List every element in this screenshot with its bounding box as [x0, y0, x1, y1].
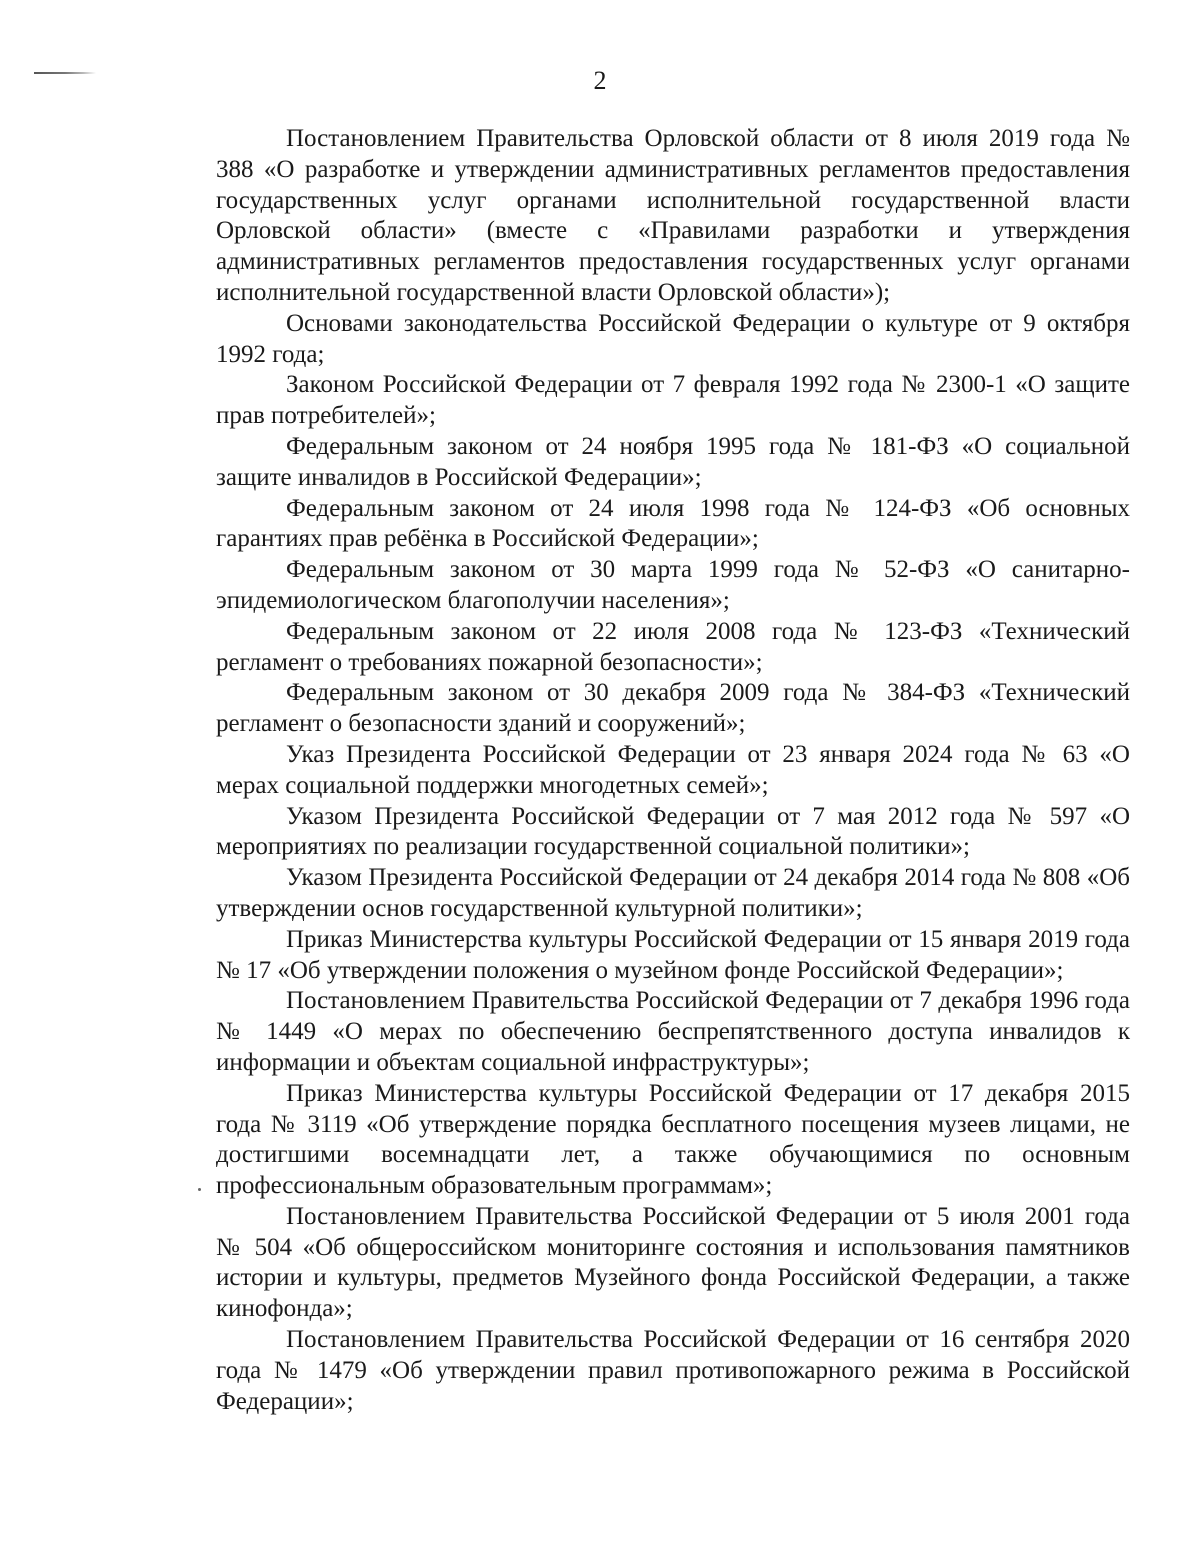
paragraph: Указ Президента Российской Федерации от 23 января 2024 года № 63 «О мерах социальной поддержки многодетных семей»; — [216, 740, 1130, 799]
scan-artifact-dot — [198, 1188, 201, 1191]
paragraph: Федеральным законом от 24 ноября 1995 года № 181-ФЗ «О социальной защите инвалидов в Российской Федерации»; — [216, 432, 1130, 491]
page-number: 2 — [593, 66, 607, 95]
paragraph: Постановлением Правительства Орловской области от 8 июля 2019 года № 388 «О разработке и утверждении административных регламентов предоставления государственных услуг органами исполнительной государственной власти Орловской области» (вместе с «Правилами разработки и утверждения административных регламентов предоставления государственных услуг органами исполнительной государственной власти Орловской области»); — [216, 125, 1130, 306]
paragraph: Приказ Министерства культуры Российской Федерации от 17 декабря 2015 года № 3119 «Об утверждение порядка бесплатного посещения музеев лицами, не достигшими восемнадцати лет, а также обучающимися по основным профессиональным образовательным программам»; — [216, 1079, 1130, 1200]
paragraph: Основами законодательства Российской Федерации о культуре от 9 октября 1992 года; — [216, 309, 1130, 368]
paragraph: Приказ Министерства культуры Российской Федерации от 15 января 2019 года № 17 «Об утверждении положения о музейном фонде Российской Федерации»; — [216, 925, 1130, 984]
paragraph: Постановлением Правительства Российской Федерации от 7 декабря 1996 года № 1449 «О мерах по обеспечению беспрепятственного доступа инвалидов к информации и объектам социальной инфраструктуры»; — [216, 987, 1130, 1076]
paragraph: Федеральным законом от 22 июля 2008 года № 123-ФЗ «Технический регламент о требованиях пожарной безопасности»; — [216, 617, 1130, 676]
paragraph: Указом Президента Российской Федерации от 24 декабря 2014 года № 808 «Об утверждении основ государственной культурной политики»; — [216, 864, 1130, 922]
paragraph: Федеральным законом от 24 июля 1998 года № 124-ФЗ «Об основных гарантиях прав ребёнка в Российской Федерации»; — [216, 494, 1130, 553]
paragraph: Постановлением Правительства Российской Федерации от 16 сентября 2020 года № 1479 «Об утверждении правил противопожарного режима в Российской Федерации»; — [216, 1326, 1130, 1415]
paragraph: Постановлением Правительства Российской Федерации от 5 июля 2001 года № 504 «Об общероссийском мониторинге состояния и использования памятников истории и культуры, предметов Музейного фонда Российской Федерации, а также кинофонда»; — [216, 1202, 1130, 1323]
paragraph: Законом Российской Федерации от 7 февраля 1992 года № 2300-1 «О защите прав потребителей»; — [216, 371, 1130, 430]
paragraph: Федеральным законом от 30 декабря 2009 года № 384-ФЗ «Технический регламент о безопасности зданий и сооружений»; — [216, 679, 1130, 738]
paragraph: Федеральным законом от 30 марта 1999 года № 52-ФЗ «О санитарно-эпидемиологическом благополучии населения»; — [216, 556, 1130, 614]
paragraph: Указом Президента Российской Федерации от 7 мая 2012 года № 597 «О мероприятиях по реализации государственной социальной политики»; — [216, 802, 1130, 861]
legal-basis-list — [216, 124, 1130, 1417]
